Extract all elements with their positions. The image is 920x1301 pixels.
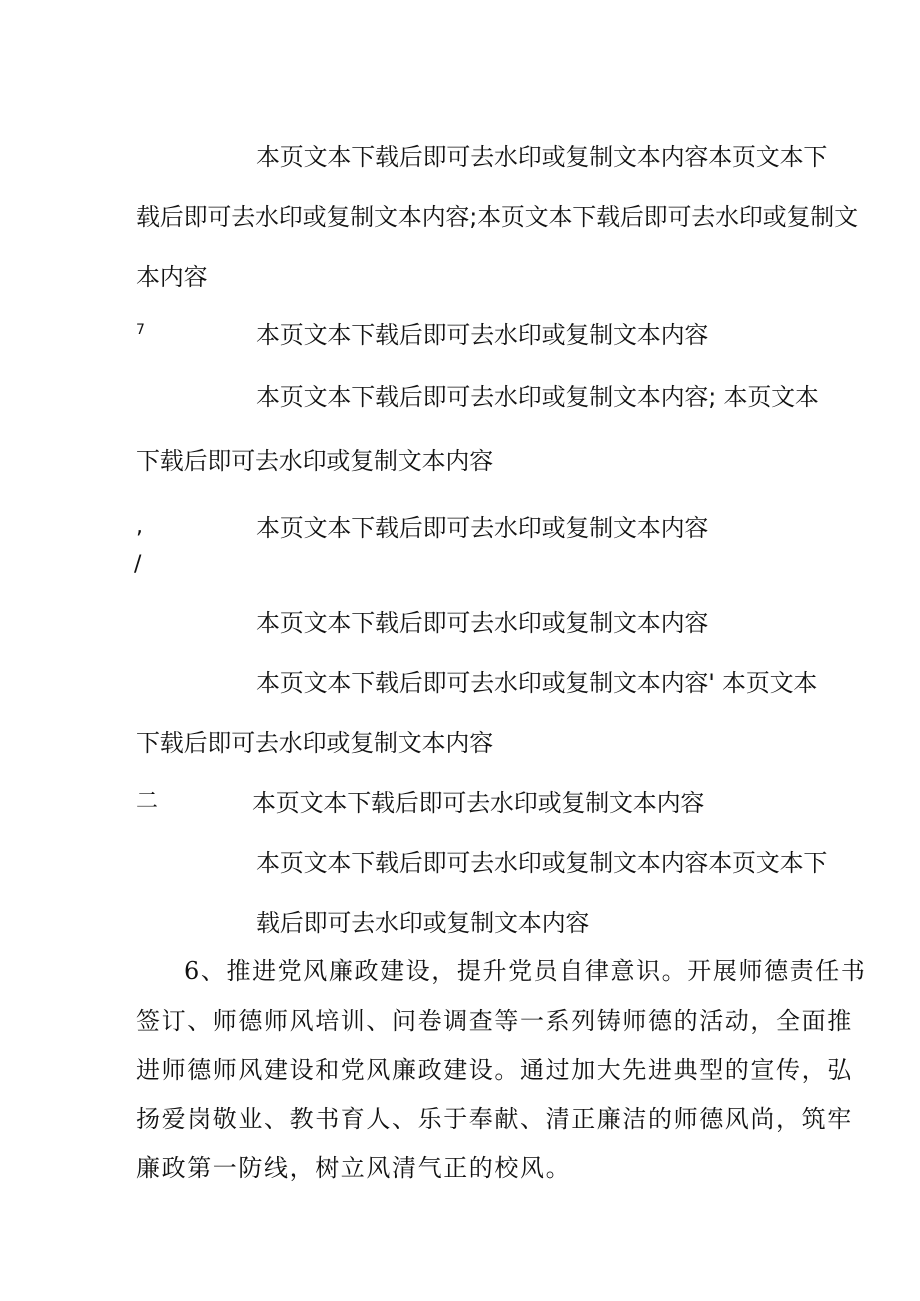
body-paragraph-line: 扬爱岗敬业、教书育人、乐于奉献、清正廉洁的师德风尚，筑牢 bbox=[136, 1105, 853, 1133]
watermark-line: 下载后即可去水印或复制文本内容 bbox=[136, 447, 493, 475]
watermark-line: 本页文本下载后即可去水印或复制文本内容 bbox=[252, 789, 705, 817]
watermark-line: 本页文本下载后即可去水印或复制文本内容 bbox=[256, 514, 709, 542]
watermark-line: 本页文本下载后即可去水印或复制文本内容本页文本下 bbox=[256, 849, 828, 877]
list-marker: , bbox=[136, 514, 143, 539]
watermark-line: 本内容 bbox=[136, 263, 208, 291]
list-marker: 7 bbox=[136, 322, 145, 338]
watermark-line: 本页文本下载后即可去水印或复制文本内容 bbox=[256, 609, 709, 637]
body-paragraph-line: 6、推进党风廉政建设，提升党员自律意识。开展师德责任书 bbox=[184, 957, 867, 985]
list-marker: / bbox=[134, 552, 142, 577]
body-paragraph-line: 廉政第一防线，树立风清气正的校风。 bbox=[136, 1154, 572, 1182]
watermark-line: 载后即可去水印或复制文本内容 bbox=[256, 909, 590, 937]
watermark-line: 本页文本下载后即可去水印或复制文本内容' 本页文本 bbox=[256, 669, 818, 697]
body-paragraph-line: 签订、师德师风培训、问卷调查等一系列铸师德的活动，全面推 bbox=[136, 1007, 853, 1035]
body-paragraph-line: 进师德师风建设和党风廉政建设。通过加大先进典型的宣传，弘 bbox=[136, 1056, 853, 1084]
watermark-line: 本页文本下载后即可去水印或复制文本内容本页文本下 bbox=[256, 143, 828, 171]
watermark-line: 本页文本下载后即可去水印或复制文本内容; 本页文本 bbox=[256, 383, 819, 411]
watermark-line: 下载后即可去水印或复制文本内容 bbox=[136, 729, 493, 757]
list-marker: 二 bbox=[136, 789, 159, 814]
watermark-line: 本页文本下载后即可去水印或复制文本内容 bbox=[256, 321, 709, 349]
watermark-line: 载后即可去水印或复制文本内容;本页文本下载后即可去水印或复制文 bbox=[136, 203, 858, 231]
